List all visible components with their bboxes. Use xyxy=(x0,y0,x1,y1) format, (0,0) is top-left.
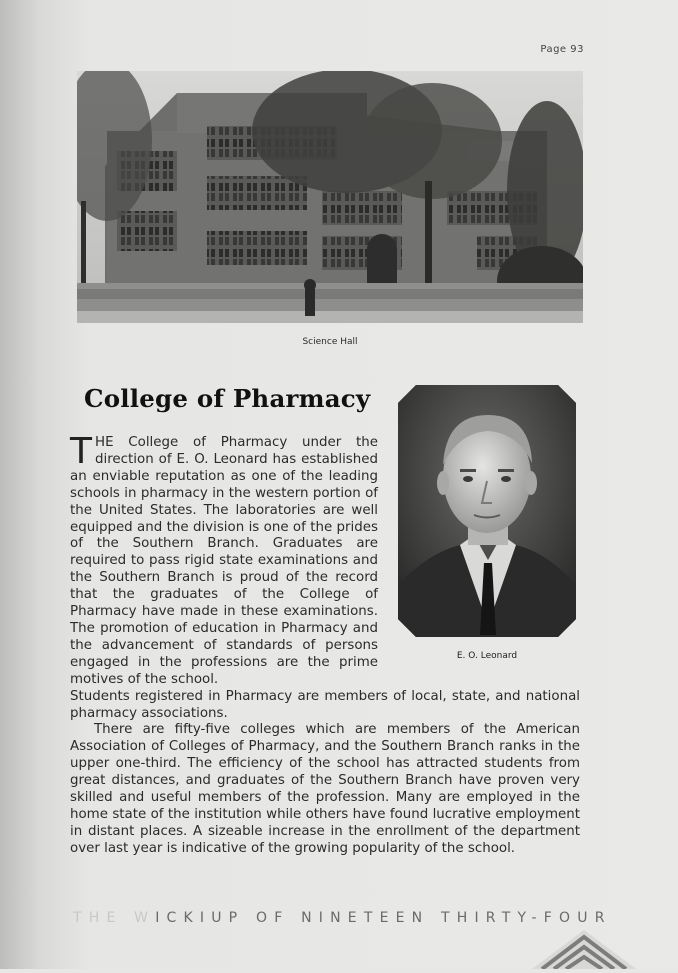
yearbook-footer xyxy=(73,910,612,926)
article-body xyxy=(70,431,582,858)
photo-caption: Science Hall xyxy=(302,337,358,347)
article-paragraph-1-lead xyxy=(70,431,378,689)
footer-main-text: ICKIUP OF NINETEEN THIRTY-FOUR xyxy=(155,910,612,926)
science-hall-photo xyxy=(77,71,583,323)
footer-faded-text: THE W xyxy=(73,910,156,926)
portrait-caption: E. O. Leonard xyxy=(456,651,518,661)
article-paragraph-1-tail: Students registered in Pharmacy are members of local, state, and national pharmacy associations. xyxy=(70,688,580,721)
page-number: Page 93 xyxy=(540,44,584,55)
paragraph-1-lead-text: HE College of Pharmacy under the direction of E. O. Leonard has established an enviable reputation as one of the leading schools in pharmacy in the western portion of the United States. The laboratories are well equipped and the division is one of the prides of the Southern Branch. Graduates are required to pass rigid state examinations and the Southern Branch is proud of the record that the graduates of the College of Pharmacy have made in these examinations. The promotion of education in Pharmacy and the advancement of standards of persons engaged in the professions are the prime motives of the school. xyxy=(70,435,378,687)
chevron-ornament-icon xyxy=(532,930,636,969)
drop-cap: T xyxy=(70,431,92,472)
article-title: College of Pharmacy xyxy=(84,384,371,413)
article-paragraph-2: There are fifty-five colleges which are members of the American Association of Colleges of Pharmacy, and the Southern Branch ranks in the upper one-third. The efficiency of the school has attracted students from great distances, and graduates of the Southern Branch have proven very skilled and useful members of the profession. Many are employed in the home state of the institution while others have found lucrative employment in distant places. A sizeable increase in the enrollment of the department over last year is indicative of the growing popularity of the school. xyxy=(70,722,580,856)
